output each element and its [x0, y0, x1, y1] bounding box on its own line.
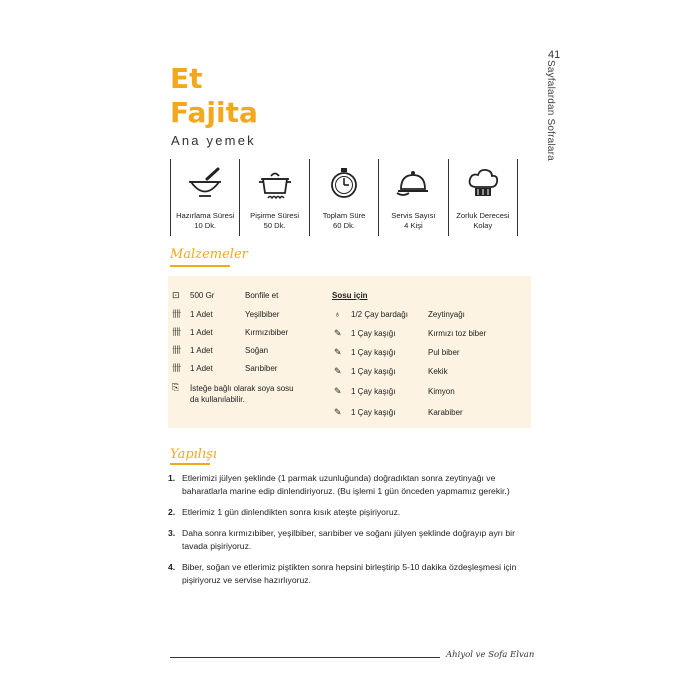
directions-list	[168, 472, 540, 595]
info-cell-cook	[240, 159, 309, 236]
info-cell-serving	[379, 159, 448, 236]
tally-icon: 卌	[172, 345, 182, 355]
info-label-serving: Servis Sayısı 4 Kişi	[391, 211, 436, 230]
spoon-icon: ✎	[334, 386, 342, 396]
ingredient-name: Bonfile et	[245, 291, 279, 300]
ingredient-quantity: 1 Adet	[190, 346, 213, 355]
ingredient-name: Sarıbiber	[245, 364, 278, 373]
directions-underline	[170, 463, 210, 465]
sauce-name: Karabiber	[428, 408, 463, 417]
sauce-name: Zeytinyağı	[428, 310, 465, 319]
note-icon: ⎘	[172, 382, 180, 392]
cooking-pot-icon	[255, 165, 295, 201]
sauce-quantity: 1 Çay kaşığı	[351, 329, 396, 338]
step-item	[168, 561, 540, 587]
sauce-quantity: 1 Çay kaşığı	[351, 387, 396, 396]
ingredient-name: Yeşilbiber	[245, 310, 280, 319]
sauce-quantity: 1 Çay kaşığı	[351, 348, 396, 357]
step-number: 1.	[168, 473, 176, 483]
step-text: Etlerimizi jülyen şeklinde (1 parmak uzunluğunda) doğradıktan sonra zeytinyağı ve baharatlarla marine edip dinlendiriyoruz. (Bu işlemi 1 gün önceden yapmamız gerekir.)	[182, 473, 510, 496]
spoon-icon: ✎	[334, 366, 342, 376]
tea-glass-icon: ♁	[334, 309, 341, 319]
side-title: Sayfalardan Sofralara	[545, 60, 556, 161]
spoon-icon: ✎	[334, 328, 342, 338]
step-text: Etlerimiz 1 gün dinlendikten sonra kısık ateşte pişiriyoruz.	[182, 507, 401, 517]
sauce-quantity: 1 Çay kaşığı	[351, 408, 396, 417]
directions-heading: Yapılışı	[170, 447, 217, 462]
ingredients-underline	[170, 265, 230, 267]
ingredient-quantity: İsteğe bağlı olarak soya sosu da kullanılabilir.	[190, 384, 294, 404]
tally-icon: 卌	[172, 363, 182, 373]
info-label-total: Toplam Süre 60 Dk.	[322, 211, 366, 230]
page-number: 41	[548, 49, 561, 61]
step-item	[168, 506, 540, 519]
step-number: 3.	[168, 528, 176, 538]
stopwatch-icon	[324, 165, 364, 201]
sauce-quantity: 1 Çay kaşığı	[351, 367, 396, 376]
tally-icon: 卌	[172, 309, 182, 319]
step-item	[168, 472, 540, 498]
sauce-name: Kekik	[428, 367, 448, 376]
ingredients-heading: Malzemeler	[170, 247, 248, 262]
ingredient-name: Kırmızıbiber	[245, 328, 289, 337]
spoon-icon: ✎	[334, 347, 342, 357]
tally-icon: 卌	[172, 327, 182, 337]
serving-cloche-icon	[393, 165, 433, 201]
spoon-icon: ✎	[334, 407, 342, 417]
signature: Ahiyol ve Sofa Elvan	[446, 650, 535, 660]
info-cell-prep	[170, 159, 240, 236]
chef-hat-icon	[463, 165, 503, 201]
step-item	[168, 527, 540, 553]
sauce-heading: Sosu için	[332, 291, 368, 300]
info-label-difficulty: Zorluk Derecesi Kolay	[456, 211, 510, 230]
recipe-title-line1: Et	[170, 62, 203, 95]
info-cell-difficulty	[449, 159, 518, 236]
recipe-subtitle: Ana yemek	[171, 133, 256, 148]
scale-icon: ⊡	[172, 290, 180, 300]
step-text: Daha sonra kırmızıbiber, yeşilbiber, sarıbiber ve soğanı jülyen şeklinde doğrayıp ayrı bir tavada pişiriyoruz.	[182, 528, 515, 551]
step-text: Biber, soğan ve etlerimiz piştikten sonra hepsini birleştirip 5-10 dakika özdeşleşmesi için pişiriyoruz ve servise hazırlıyoruz.	[182, 562, 517, 585]
sauce-name: Kimyon	[428, 387, 455, 396]
step-number: 2.	[168, 507, 176, 517]
ingredient-quantity: 1 Adet	[190, 328, 213, 337]
info-label-cook: Pişirme Süresi 50 Dk.	[250, 211, 300, 230]
ingredient-quantity: 500 Gr	[190, 291, 215, 300]
info-row	[170, 159, 518, 236]
ingredient-name: Soğan	[245, 346, 269, 355]
footer-line	[170, 657, 440, 658]
recipe-title-line2: Fajita	[170, 96, 258, 129]
step-number: 4.	[168, 562, 176, 572]
info-cell-total	[310, 159, 379, 236]
sauce-name: Pul biber	[428, 348, 460, 357]
sauce-name: Kırmızı toz biber	[428, 329, 487, 338]
info-label-prep: Hazırlama Süresi 10 Dk.	[176, 211, 235, 230]
ingredient-quantity: 1 Adet	[190, 364, 213, 373]
ingredient-quantity: 1 Adet	[190, 310, 213, 319]
sauce-quantity: 1/2 Çay bardağı	[351, 310, 408, 319]
mortar-pestle-icon	[185, 165, 225, 201]
